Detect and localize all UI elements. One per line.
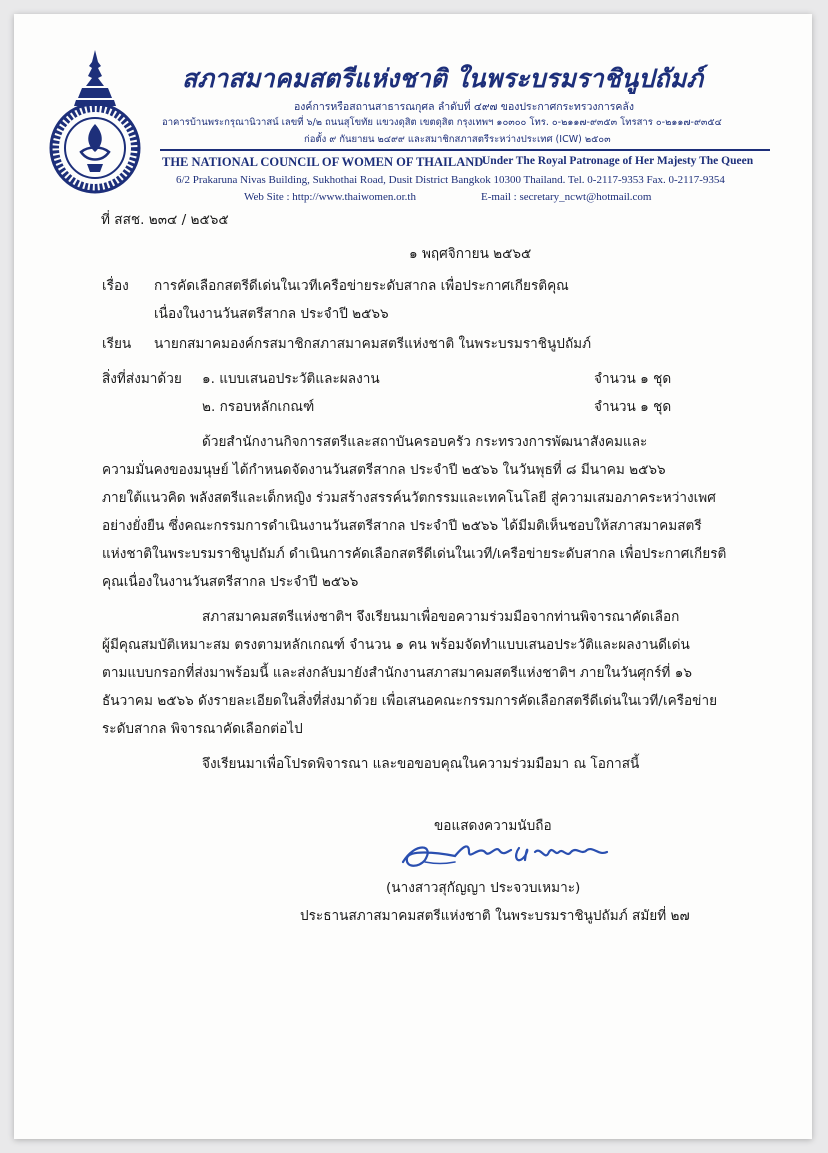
org-name-thai: สภาสมาคมสตรีแห่งชาติ ในพระบรมราชินูปถัมภ์ [182, 64, 704, 93]
complimentary-close: ขอแสดงความนับถือ [434, 818, 552, 834]
royal-patronage: Under The Royal Patronage of Her Majesty The Queen [482, 155, 754, 167]
enclosure-quantity: จำนวน ๑ ชุด [594, 399, 672, 415]
paragraph-line: คุณเนื่องในงานวันสตรีสากล ประจำปี ๒๕๖๖ [102, 574, 359, 590]
paragraph-line: อย่างยั่งยืน ซึ่งคณะกรรมการดำเนินงานวันสตรีสากล ประจำปี ๒๕๖๖ ได้มีมติเห็นชอบให้สภาสมาคมสตรี [102, 518, 702, 534]
founded-line: ก่อตั้ง ๙ กันยายน ๒๔๙๙ และสมาชิกสภาสตรีระหว่างประเทศ (ICW) ๒๕๐๓ [304, 134, 611, 145]
enclosure-quantity: จำนวน ๑ ชุด [594, 371, 672, 387]
recipient-label: เรียน [102, 336, 132, 352]
paragraph-line: ธันวาคม ๒๕๖๖ ดังรายละเอียดในสิ่งที่ส่งมาด้วย เพื่อเสนอคณะกรรมการคัดเลือกสตรีดีเด่นในเวที/เครือข่าย [102, 693, 718, 709]
paragraph-line: ระดับสากล พิจารณาคัดเลือกต่อไป [102, 721, 303, 737]
enclosure-item: ๑. แบบเสนอประวัติและผลงาน [202, 371, 380, 387]
thai-address-line: อาคารบ้านพระกรุณานิวาสน์ เลขที่ ๖/๒ ถนนสุโขทัย แขวงดุสิต เขตดุสิต กรุงเทพฯ ๑๐๓๐๐ โทร. ๐-๒๑๑๗-๙๓๕๓ โทรสาร ๐-๒๑๑๗-๙๓๕๔ [162, 117, 722, 128]
reference-number: ที่ สสช. ๒๓๔ / ๒๕๖๕ [101, 212, 229, 228]
closing-request: จึงเรียนมาเพื่อโปรดพิจารณา และขอขอบคุณในความร่วมมือมา ณ โอกาสนี้ [202, 756, 640, 772]
english-address-line: 6/2 Prakaruna Nivas Building, Sukhothai Road, Dusit District Bangkok 10300 Thailand. Tel. 0-2117-9353 Fax. 0-2117-9354 [176, 174, 725, 186]
header-divider [160, 149, 770, 151]
paragraph-line: แห่งชาติในพระบรมราชินูปถัมภ์ ดำเนินการคัดเลือกสตรีดีเด่นในเวที/เครือข่ายระดับสากล เพื่อประกาศเกียรติ [102, 546, 727, 562]
paragraph-line: ภายใต้แนวคิด พลังสตรีและเด็กหญิง ร่วมสร้างสรรค์นวัตกรรมและเทคโนโลยี สู่ความเสมอภาคระหว่างเพศ [102, 490, 716, 506]
signer-title: ประธานสภาสมาคมสตรีแห่งชาติ ในพระบรมราชินูปถัมภ์ สมัยที่ ๒๗ [300, 908, 690, 924]
org-name-english: THE NATIONAL COUNCIL OF WOMEN OF THAILAND [162, 155, 484, 169]
letter-page [14, 14, 812, 1139]
paragraph-line: ผู้มีคุณสมบัติเหมาะสม ตรงตามหลักเกณฑ์ จำนวน ๑ คน พร้อมจัดทำแบบเสนอประวัติและผลงานดีเด่น [102, 637, 690, 653]
enclosure-item: ๒. กรอบหลักเกณฑ์ [202, 399, 315, 415]
subject-line-1: การคัดเลือกสตรีดีเด่นในเวทีเครือข่ายระดับสากล เพื่อประกาศเกียรติคุณ [154, 278, 569, 294]
handwritten-signature [395, 822, 635, 882]
charity-registration-line: องค์การหรือสถานสาธารณกุศล ลำดับที่ ๔๙๗ ของประกาศกระทรวงการคลัง [294, 101, 634, 113]
enclosure-label: สิ่งที่ส่งมาด้วย [102, 371, 182, 387]
letter-date: ๑ พฤศจิกายน ๒๕๖๕ [409, 246, 532, 262]
paragraph-line: สภาสมาคมสตรีแห่งชาติฯ จึงเรียนมาเพื่อขอความร่วมมือจากท่านพิจารณาคัดเลือก [202, 609, 680, 625]
paragraph-line: ตามแบบกรอกที่ส่งมาพร้อมนี้ และส่งกลับมายังสำนักงานสภาสมาคมสตรีแห่งชาติฯ ภายในวันศุกร์ที่ ๑๖ [102, 665, 692, 681]
recipient: นายกสมาคมองค์กรสมาชิกสภาสมาคมสตรีแห่งชาติ ในพระบรมราชินูปถัมภ์ [154, 336, 592, 352]
website-line: Web Site : http://www.thaiwomen.or.th [244, 191, 416, 203]
paragraph-line: ความมั่นคงของมนุษย์ ได้กำหนดจัดงานวันสตรีสากล ประจำปี ๒๕๖๖ ในวันพุธที่ ๘ มีนาคม ๒๕๖๖ [102, 462, 666, 478]
subject-line-2: เนื่องในงานวันสตรีสากล ประจำปี ๒๕๖๖ [154, 306, 389, 322]
signer-name: (นางสาวสุกัญญา ประจวบเหมาะ) [386, 880, 581, 896]
council-seal-logo [46, 46, 144, 196]
email-line: E-mail : secretary_ncwt@hotmail.com [481, 191, 652, 203]
paragraph-line: ด้วยสำนักงานกิจการสตรีและสถาบันครอบครัว กระทรวงการพัฒนาสังคมและ [202, 434, 648, 450]
subject-label: เรื่อง [102, 278, 129, 294]
